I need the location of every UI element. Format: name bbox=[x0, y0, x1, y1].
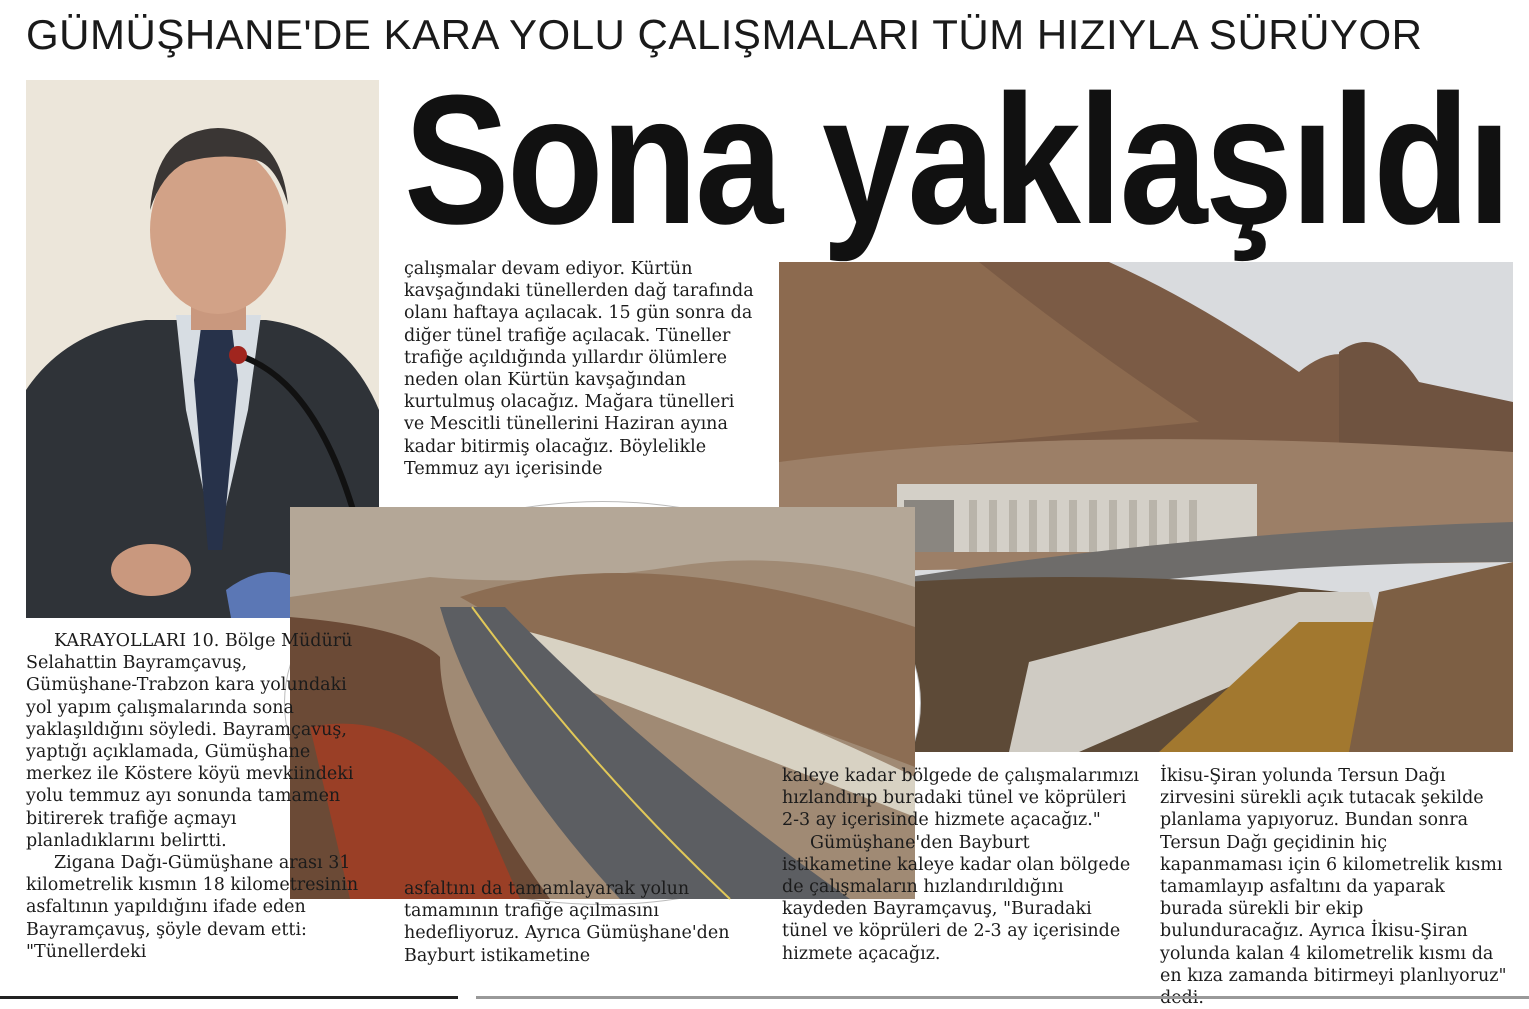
paragraph: Zigana Dağı-Gümüşhane arası 31 kilometrelik kısmın 18 kilometresinin asfaltının yapıldığını ifade eden Bayramçavuş, şöyle devam etti: "Tünellerdeki bbox=[26, 853, 359, 962]
article-column-3 bbox=[782, 765, 1142, 965]
paragraph: Gümüşhane'den Bayburt istikametine kaleye kadar olan bölgede de çalışmaların hızlandırıldığını kaydeden Bayramçavuş, "Buradaki tünel ve köprüleri de 2-3 ay içerisinde hizmete açacağız. bbox=[782, 832, 1131, 964]
bottom-rule-right bbox=[476, 996, 1529, 999]
main-headline: Sona yaklaşıldı bbox=[404, 56, 1509, 262]
article-column-2-top bbox=[404, 258, 756, 480]
paragraph: KARAYOLLARI 10. Bölge Müdürü Selahattin Bayramçavuş, Gümüşhane-Trabzon kara yolundaki yol yapım çalışmalarında sona yaklaşıldığını söyledi. Bayramçavuş, yaptığı açıklamada, Gümüşhane merkez ile Köstere köyü mevkiindeki yolu temmuz ayı sonunda tamamen bitirerek trafiğe açmayı planladıklarını belirtti. bbox=[26, 631, 354, 851]
article-column-2-bottom bbox=[404, 878, 744, 967]
paragraph: çalışmalar devam ediyor. Kürtün kavşağındaki tünellerden dağ tarafında olanı haftaya açılacak. 15 gün sonra da diğer tünel trafiğe açılacak. Tüneller trafiğe açıldığında yıllardır ölümlere neden olan Kürtün kavşağından kurtulmuş olacağız. Mağara tünelleri ve Mescitli tünellerini Haziran ayına kadar bitirmiş olacağız. Böylelikle Temmuz ayı içerisinde bbox=[404, 259, 754, 479]
article-column-1 bbox=[26, 630, 360, 963]
bottom-rule-left bbox=[0, 996, 458, 999]
paragraph: kaleye kadar bölgede de çalışmalarımızı hızlandırıp buradaki tünel ve köprüleri 2-3 ay içerisinde hizmete açacağız." bbox=[782, 766, 1139, 831]
kicker-headline: GÜMÜŞHANE'DE KARA YOLU ÇALIŞMALARI TÜM HIZIYLA SÜRÜYOR bbox=[26, 11, 1423, 58]
paragraph: İkisu-Şiran yolunda Tersun Dağı zirvesini sürekli açık tutacak şekilde planlama yapıyoruz. Bundan sonra Tersun Dağı geçidinin hiç kapanmaması için 6 kilometrelik kısmı tamamlayıp asfaltını da yaparak burada sürekli bir ekip bulunduracağız. Ayrıca İkisu-Şiran yolunda kalan 4 kilometrelik kısmı da en kıza zamanda bitirmeyi planlıyoruz" bbox=[1160, 766, 1507, 986]
article-column-4 bbox=[1160, 765, 1510, 1009]
paragraph: asfaltını da tamamlayarak yolun tamamının trafiğe açılmasını hedefliyoruz. Ayrıca Gümüşhane'den Bayburt istikametine bbox=[404, 879, 730, 966]
